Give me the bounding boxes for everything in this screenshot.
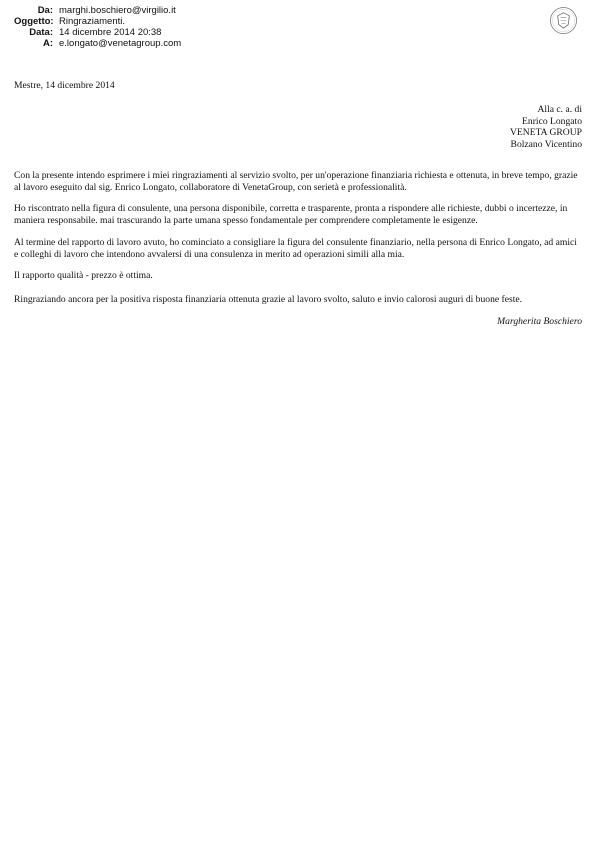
header-row-to	[14, 38, 181, 49]
paragraph: Il rapporto qualità - prezzo è ottima.	[14, 270, 153, 281]
subject-label: Oggetto:	[14, 16, 54, 27]
paragraph: Ringraziando ancora per la positiva risposta finanziaria ottenuta grazie al lavoro svolto, saluto e invio calorosi auguri di buone feste.	[14, 294, 523, 305]
paragraph: Al termine del rapporto di lavoro avuto, ho cominciato a consigliare la figura del consulente finanziario, nella persona di Enrico Longato, ad amici e colleghi di lavoro che intendono avvalersi di una consulenza in merito ad operazioni simili alla mia.	[14, 237, 577, 260]
from-value: marghi.boschiero@virgilio.it	[59, 5, 176, 16]
addressee-line: VENETA GROUP	[510, 127, 582, 139]
to-value: e.longato@venetagroup.com	[59, 38, 182, 49]
seal-icon	[549, 6, 578, 35]
paragraph: Con la presente intendo esprimere i miei ringraziamenti al servizio svolto, per un'operazione finanziaria richiesta e ottenuta, in breve tempo, grazie al lavoro eseguito dal sig. Enrico Longato, collaboratore di VenetaGroup, con serietà e professionalità.	[14, 170, 578, 193]
email-header	[14, 5, 181, 49]
to-label: A:	[42, 38, 53, 49]
date-value: 14 dicembre 2014 20:38	[59, 27, 162, 38]
signature: Margherita Boschiero	[497, 316, 582, 327]
subject-value: Ringraziamenti.	[59, 16, 125, 27]
addressee-line: Enrico Longato	[522, 115, 582, 127]
paragraph: Ho riscontrato nella figura di consulente, una persona disponibile, corretta e trasparente, pronta a rispondere alle richieste, dubbi o incertezze, in maniera responsabile. mai trascurando la parte umana spesso fondamentale per comprendere completamente le esigenze.	[14, 203, 568, 226]
header-row-date	[14, 27, 181, 38]
addressee-line: Alla c. a. di	[537, 104, 582, 115]
addressee-line: Bolzano Vicentino	[510, 138, 582, 150]
header-row-subject	[14, 16, 181, 27]
from-label: Da:	[37, 5, 53, 16]
header-row-from	[14, 5, 181, 16]
place-date: Mestre, 14 dicembre 2014	[14, 80, 115, 91]
addressee-block	[510, 104, 582, 150]
date-label: Data:	[29, 27, 53, 38]
